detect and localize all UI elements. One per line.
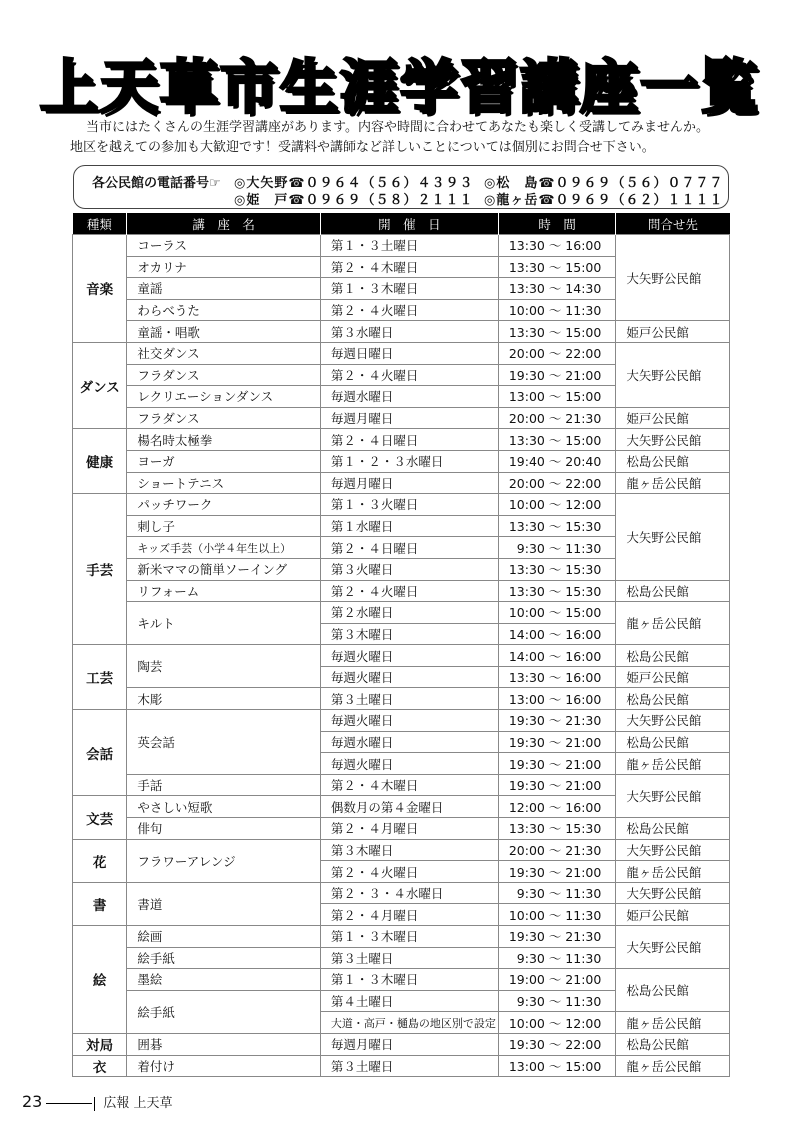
table-row	[73, 235, 730, 257]
course-cell: 社交ダンス	[127, 342, 321, 364]
day-cell: 毎週月曜日	[320, 1033, 498, 1055]
contact-cell: 龍ヶ岳公民館	[616, 472, 730, 494]
day-cell: 第２・４木曜日	[320, 256, 498, 278]
day-cell: 第２・４月曜日	[320, 904, 498, 926]
time-cell: 9:30 ～ 11:30	[498, 990, 616, 1012]
day-cell: 第３土曜日	[320, 947, 498, 969]
category-cell: 健康	[73, 429, 127, 494]
contact-cell: 龍ヶ岳公民館	[616, 753, 730, 775]
phone-ohyano: ◎大矢野☎０９６４（５６）４３９３	[234, 176, 474, 191]
time-cell: 19:00 ～ 21:00	[498, 969, 616, 991]
col-header-course: 講 座 名	[127, 213, 321, 235]
contact-cell: 姫戸公民館	[616, 321, 730, 343]
course-cell: キルト	[127, 602, 321, 645]
contact-cell: 松島公民館	[616, 645, 730, 667]
course-cell: 楊名時太極拳	[127, 429, 321, 451]
contact-cell: 松島公民館	[616, 688, 730, 710]
phone-matsushima: ◎松 島☎０９６９（５６）０７７７	[484, 176, 724, 191]
time-cell: 20:00 ～ 22:00	[498, 472, 616, 494]
table-row	[73, 494, 730, 516]
time-cell: 13:00 ～ 15:00	[498, 386, 616, 408]
course-cell: パッチワーク	[127, 494, 321, 516]
time-cell: 13:30 ～ 14:30	[498, 278, 616, 300]
table-row	[73, 407, 730, 429]
phone-himedo: ◎姫 戸☎０９６９（５８）２１１１	[234, 193, 474, 208]
phone-label: 各公民館の電話番号☞	[92, 176, 221, 191]
day-cell: 第２・３・４水曜日	[320, 882, 498, 904]
table-row	[73, 818, 730, 840]
course-cell: 墨絵	[127, 969, 321, 991]
day-cell: 毎週火曜日	[320, 666, 498, 688]
contact-cell: 龍ヶ岳公民館	[616, 1012, 730, 1034]
table-row	[73, 602, 730, 624]
contact-cell: 松島公民館	[616, 818, 730, 840]
course-cell: ヨーガ	[127, 450, 321, 472]
course-cell: キッズ手芸（小学４年生以上）	[127, 537, 321, 559]
table-row	[73, 429, 730, 451]
col-header-day: 開 催 日	[320, 213, 498, 235]
day-cell: 第２水曜日	[320, 602, 498, 624]
time-cell: 9:30 ～ 11:30	[498, 882, 616, 904]
course-cell: コーラス	[127, 235, 321, 257]
contact-cell: 大矢野公民館	[616, 342, 730, 407]
page-title: 上天草市生涯学習講座一覧	[39, 53, 760, 121]
day-cell: 第１・２・３水曜日	[320, 450, 498, 472]
time-cell: 10:00 ～ 15:00	[498, 602, 616, 624]
category-cell: ダンス	[73, 342, 127, 428]
footer-rule	[46, 1103, 92, 1104]
day-cell: 第３土曜日	[320, 1055, 498, 1077]
page-number: 23	[22, 1092, 43, 1111]
table-row	[73, 688, 730, 710]
day-cell: 第４土曜日	[320, 990, 498, 1012]
day-cell: 第２・４火曜日	[320, 364, 498, 386]
course-cell: やさしい短歌	[127, 796, 321, 818]
course-cell: フラワーアレンジ	[127, 839, 321, 882]
time-cell: 13:30 ～ 15:30	[498, 558, 616, 580]
time-cell: 19:30 ～ 21:00	[498, 861, 616, 883]
contact-cell: 姫戸公民館	[616, 904, 730, 926]
time-cell: 20:00 ～ 21:30	[498, 839, 616, 861]
day-cell: 第１・３木曜日	[320, 926, 498, 948]
category-cell: 文芸	[73, 796, 127, 839]
course-cell: 絵画	[127, 926, 321, 948]
course-cell: 新米ママの簡単ソーイング	[127, 558, 321, 580]
time-cell: 20:00 ～ 21:30	[498, 407, 616, 429]
time-cell: 13:30 ～ 16:00	[498, 235, 616, 257]
category-cell: 工芸	[73, 645, 127, 710]
contact-cell: 松島公民館	[616, 731, 730, 753]
course-cell: 英会話	[127, 710, 321, 775]
day-cell: 第１・３火曜日	[320, 494, 498, 516]
table-row	[73, 1055, 730, 1077]
col-header-time: 時 間	[498, 213, 616, 235]
category-cell: 書	[73, 882, 127, 925]
table-row	[73, 1033, 730, 1055]
course-cell: 童謡・唱歌	[127, 321, 321, 343]
contact-cell: 龍ヶ岳公民館	[616, 602, 730, 645]
course-cell: フラダンス	[127, 364, 321, 386]
contact-cell: 姫戸公民館	[616, 666, 730, 688]
category-cell: 花	[73, 839, 127, 882]
time-cell: 9:30 ～ 11:30	[498, 947, 616, 969]
table-row	[73, 321, 730, 343]
category-cell: 手芸	[73, 494, 127, 645]
time-cell: 19:30 ～ 21:30	[498, 710, 616, 732]
contact-cell: 大矢野公民館	[616, 926, 730, 969]
category-cell: 会話	[73, 710, 127, 796]
course-cell: レクリエーションダンス	[127, 386, 321, 408]
table-row	[73, 472, 730, 494]
table-row	[73, 710, 730, 732]
day-cell: 第２・４日曜日	[320, 429, 498, 451]
course-cell: ショートテニス	[127, 472, 321, 494]
contact-cell: 大矢野公民館	[616, 774, 730, 817]
col-header-contact: 問合せ先	[616, 213, 730, 235]
table-row	[73, 774, 730, 796]
course-cell: 絵手紙	[127, 990, 321, 1033]
time-cell: 12:00 ～ 16:00	[498, 796, 616, 818]
phone-ryugatake: ◎龍ヶ岳☎０９６９（６２）１１１１	[484, 193, 724, 208]
course-cell: 着付け	[127, 1055, 321, 1077]
course-cell: 絵手紙	[127, 947, 321, 969]
course-cell: フラダンス	[127, 407, 321, 429]
time-cell: 19:30 ～ 21:00	[498, 774, 616, 796]
course-cell: 童謡	[127, 278, 321, 300]
day-cell: 毎週火曜日	[320, 753, 498, 775]
table-row	[73, 839, 730, 861]
contact-cell: 龍ヶ岳公民館	[616, 861, 730, 883]
day-cell: 毎週月曜日	[320, 407, 498, 429]
day-cell: 第１・３土曜日	[320, 235, 498, 257]
time-cell: 10:00 ～ 12:00	[498, 1012, 616, 1034]
time-cell: 19:30 ～ 21:00	[498, 731, 616, 753]
time-cell: 10:00 ～ 11:30	[498, 904, 616, 926]
time-cell: 19:30 ～ 21:00	[498, 753, 616, 775]
contact-cell: 大矢野公民館	[616, 429, 730, 451]
contact-cell: 大矢野公民館	[616, 882, 730, 904]
day-cell: 毎週日曜日	[320, 342, 498, 364]
contact-cell: 大矢野公民館	[616, 710, 730, 732]
time-cell: 19:30 ～ 21:00	[498, 364, 616, 386]
day-cell: 毎週水曜日	[320, 731, 498, 753]
time-cell: 13:30 ～ 15:30	[498, 580, 616, 602]
time-cell: 13:30 ～ 15:30	[498, 515, 616, 537]
category-cell: 対局	[73, 1033, 127, 1055]
day-cell: 第１・３木曜日	[320, 969, 498, 991]
day-cell: 第３水曜日	[320, 321, 498, 343]
contact-cell: 大矢野公民館	[616, 494, 730, 580]
category-cell: 音楽	[73, 235, 127, 343]
time-cell: 13:30 ～ 15:00	[498, 429, 616, 451]
course-cell: リフォーム	[127, 580, 321, 602]
course-cell: 書道	[127, 882, 321, 925]
time-cell: 13:30 ～ 15:00	[498, 256, 616, 278]
time-cell: 20:00 ～ 22:00	[498, 342, 616, 364]
contact-cell: 姫戸公民館	[616, 407, 730, 429]
day-cell: 第３木曜日	[320, 623, 498, 645]
publication-name: 広報 上天草	[103, 1096, 173, 1111]
phone-number-box	[73, 165, 729, 209]
day-cell: 毎週火曜日	[320, 710, 498, 732]
time-cell: 14:00 ～ 16:00	[498, 623, 616, 645]
day-cell: 第３火曜日	[320, 558, 498, 580]
course-cell: 木彫	[127, 688, 321, 710]
day-cell: 第２・４火曜日	[320, 861, 498, 883]
intro-text	[70, 118, 760, 158]
course-table	[72, 213, 730, 1077]
day-cell: 第２・４木曜日	[320, 774, 498, 796]
intro-line-2: 地区を越えての参加も大歓迎です！受講料や講師など詳しいことについては個別にお問合せ下さい。	[70, 140, 655, 155]
time-cell: 14:00 ～ 16:00	[498, 645, 616, 667]
time-cell: 10:00 ～ 12:00	[498, 494, 616, 516]
day-cell: 大道・高戸・樋島の地区別で設定	[320, 1012, 498, 1034]
table-row	[73, 645, 730, 667]
day-cell: 第２・４火曜日	[320, 299, 498, 321]
table-row	[73, 580, 730, 602]
day-cell: 第１・３木曜日	[320, 278, 498, 300]
course-cell: わらべうた	[127, 299, 321, 321]
time-cell: 13:30 ～ 16:00	[498, 666, 616, 688]
contact-cell: 松島公民館	[616, 450, 730, 472]
time-cell: 19:40 ～ 20:40	[498, 450, 616, 472]
day-cell: 毎週月曜日	[320, 472, 498, 494]
table-row	[73, 342, 730, 364]
time-cell: 13:00 ～ 16:00	[498, 688, 616, 710]
footer-divider	[94, 1097, 95, 1111]
table-row	[73, 969, 730, 991]
time-cell: 10:00 ～ 11:30	[498, 299, 616, 321]
time-cell: 19:30 ～ 22:00	[498, 1033, 616, 1055]
day-cell: 第３木曜日	[320, 839, 498, 861]
time-cell: 9:30 ～ 11:30	[498, 537, 616, 559]
category-cell: 衣	[73, 1055, 127, 1077]
course-cell: 刺し子	[127, 515, 321, 537]
course-cell: 俳句	[127, 818, 321, 840]
course-cell: 陶芸	[127, 645, 321, 688]
contact-cell: 大矢野公民館	[616, 839, 730, 861]
day-cell: 偶数月の第４金曜日	[320, 796, 498, 818]
time-cell: 19:30 ～ 21:30	[498, 926, 616, 948]
contact-cell: 松島公民館	[616, 1033, 730, 1055]
time-cell: 13:30 ～ 15:00	[498, 321, 616, 343]
course-cell: 手話	[127, 774, 321, 796]
day-cell: 第１水曜日	[320, 515, 498, 537]
day-cell: 第２・４月曜日	[320, 818, 498, 840]
time-cell: 13:30 ～ 15:30	[498, 818, 616, 840]
contact-cell: 龍ヶ岳公民館	[616, 1055, 730, 1077]
day-cell: 第２・４火曜日	[320, 580, 498, 602]
contact-cell: 大矢野公民館	[616, 235, 730, 321]
day-cell: 毎週水曜日	[320, 386, 498, 408]
day-cell: 第２・４日曜日	[320, 537, 498, 559]
day-cell: 毎週火曜日	[320, 645, 498, 667]
category-cell: 絵	[73, 926, 127, 1034]
course-cell: 囲碁	[127, 1033, 321, 1055]
course-cell: オカリナ	[127, 256, 321, 278]
contact-cell: 松島公民館	[616, 580, 730, 602]
col-header-category: 種類	[73, 213, 127, 235]
table-row	[73, 926, 730, 948]
day-cell: 第３土曜日	[320, 688, 498, 710]
table-row	[73, 882, 730, 904]
intro-line-1: 当市にはたくさんの生涯学習講座があります。内容や時間に合わせてあなたも楽しく受講してみませんか。	[86, 120, 709, 135]
table-row	[73, 450, 730, 472]
contact-cell: 松島公民館	[616, 969, 730, 1012]
table-header-row	[73, 213, 730, 235]
page-footer	[22, 1092, 173, 1111]
time-cell: 13:00 ～ 15:00	[498, 1055, 616, 1077]
